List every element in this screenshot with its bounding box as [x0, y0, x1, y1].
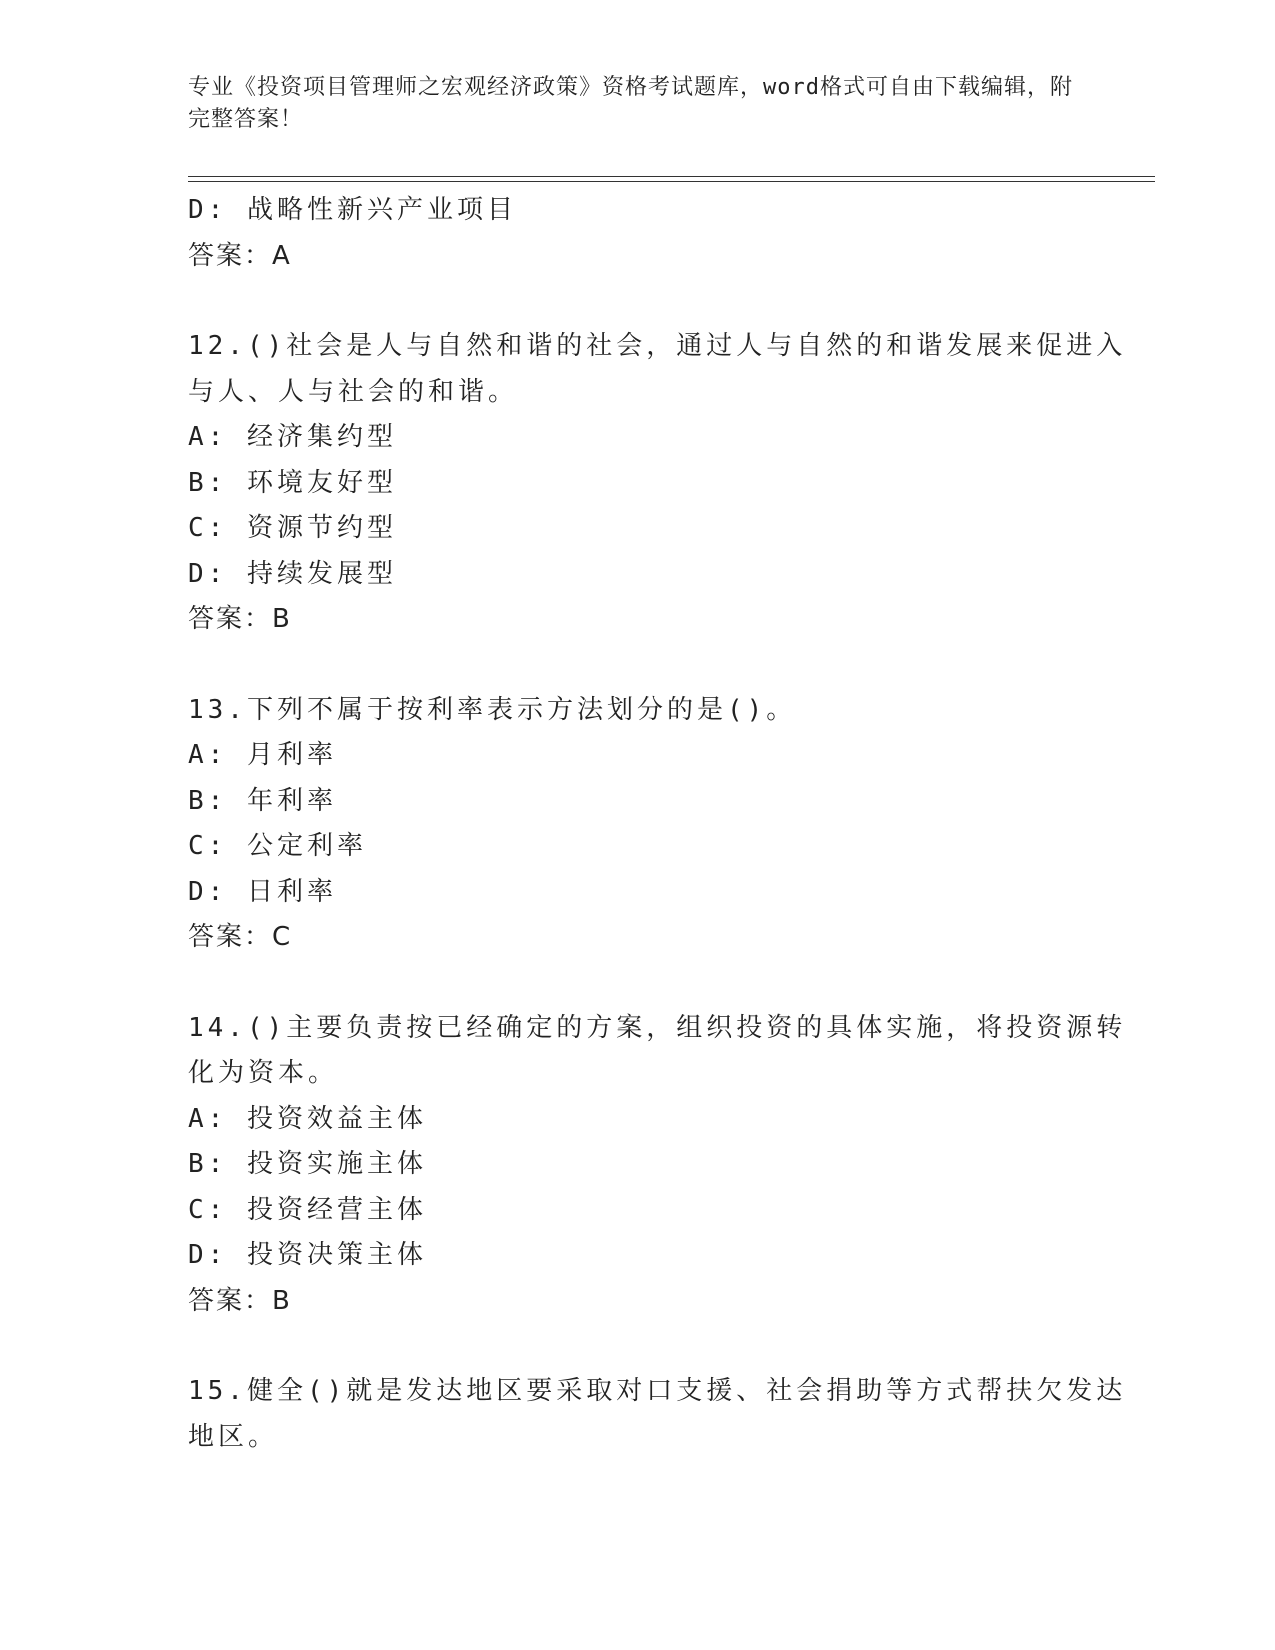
question-text-continued: 地区。 [188, 1421, 279, 1452]
question-text: 15.健全()就是发达地区要采取对口支援、社会捐助等方式帮扶欠发达 [188, 1376, 1127, 1406]
header-divider-top [188, 176, 1155, 177]
option-a: A: 经济集约型 [188, 422, 397, 452]
option-d: D: 投资决策主体 [188, 1240, 427, 1270]
option-b: B: 投资实施主体 [188, 1149, 427, 1179]
question-text: 12.()社会是人与自然和谐的社会，通过人与自然的和谐发展来促进入 [188, 331, 1127, 361]
question-text: 14.()主要负责按已经确定的方案，组织投资的具体实施，将投资源转 [188, 1012, 1127, 1043]
option-d: D: 战略性新兴产业项目 [188, 195, 517, 225]
option-c: C: 资源节约型 [188, 513, 397, 543]
question-14 [188, 1006, 1127, 1325]
option-d: D: 持续发展型 [188, 558, 397, 589]
question-15 [188, 1369, 1127, 1460]
option-a: A: 投资效益主体 [188, 1103, 427, 1134]
answer: 答案：C [188, 922, 293, 952]
answer: 答案：B [188, 604, 292, 634]
option-c: C: 投资经营主体 [188, 1194, 427, 1225]
header-divider-bottom [188, 181, 1155, 182]
option-c: C: 公定利率 [188, 831, 367, 861]
question-text: 13.下列不属于按利率表示方法划分的是()。 [188, 694, 797, 725]
question-12 [188, 324, 1127, 643]
question-text-continued: 化为资本。 [188, 1058, 339, 1088]
option-d: D: 日利率 [188, 876, 337, 907]
option-a: A: 月利率 [188, 740, 337, 770]
answer: 答案：B [188, 1285, 292, 1316]
question-13 [188, 688, 1088, 961]
question-list [188, 188, 1127, 1460]
option-b: B: 环境友好型 [188, 467, 397, 498]
document-header: 专业《投资项目管理师之宏观经济政策》资格考试题库，word格式可自由下载编辑，附完整答案！ [188, 75, 1073, 132]
question-text-continued: 与人、人与社会的和谐。 [188, 376, 519, 407]
option-b: B: 年利率 [188, 785, 337, 816]
prev-question-tail [188, 188, 1088, 279]
answer: 答案：A [188, 240, 292, 271]
